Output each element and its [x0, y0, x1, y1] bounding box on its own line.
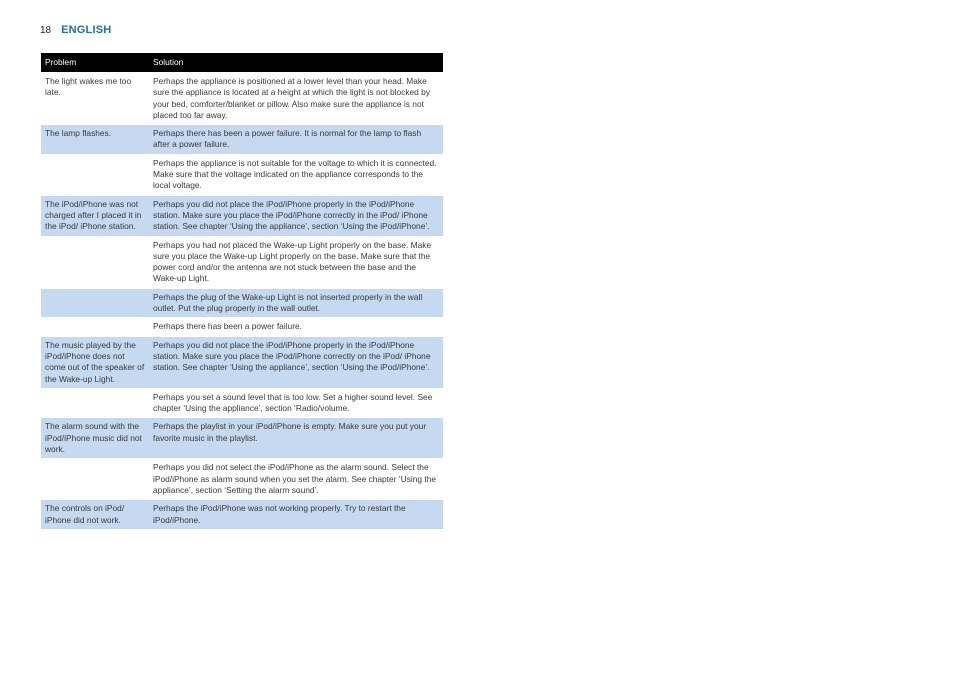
problem-cell [41, 318, 149, 335]
table-row [41, 418, 443, 459]
problem-cell: The light wakes me too late. [45, 76, 132, 98]
solution-cell: Perhaps you set a sound level that is too low. Set a higher sound level. See chapter ‘Using the appliance’, section ‘Radio/volume. [153, 391, 433, 414]
table-row [41, 73, 443, 125]
table-row [41, 337, 443, 389]
solution-cell: Perhaps you did not select the iPod/iPhone as the alarm sound. Select the iPod/iPhone as alarm sound when you set the alarm. See chapter ‘Using the appliance’, section ‘Setting the alarm sound’. [153, 462, 437, 495]
solution-cell: Perhaps the appliance is positioned at a lower level than your head. Make sure the appliance is located at a height at which the light is not blocked by your bed, comforter/blanket or pillow. Also make sure the appliance is not placed too far away. [153, 76, 431, 120]
solution-cell: Perhaps the appliance is not suitable for the voltage to which it is connected. Make sure that the voltage indicated on the appliance corresponds to the local voltage. [153, 157, 437, 191]
column-header-solution: Solution [153, 56, 184, 67]
column-header-problem: Problem [45, 56, 77, 67]
page-header [40, 24, 111, 36]
troubleshooting-table [41, 53, 443, 530]
solution-cell: Perhaps the playlist in your iPod/iPhone is empty. Make sure you put your favorite music in the playlist. [153, 421, 427, 443]
table-row [41, 389, 443, 419]
table-row [41, 318, 443, 336]
table-row [41, 155, 443, 196]
table-row [41, 125, 443, 155]
table-row [41, 196, 443, 237]
solution-cell: Perhaps the plug of the Wake-up Light is not inserted properly in the wall outlet. Put the plug properly in the wall outlet. [153, 291, 423, 314]
solution-cell: Perhaps you did not place the iPod/iPhone properly in the iPod/iPhone station. Make sure you place the iPod/iPhone correctly on the iPod/ iPhone station. See chapter ‘Using the appliance’, section ‘Using the iPod/iPhone’. [153, 339, 431, 373]
problem-cell: The alarm sound with the iPod/iPhone music did not work. [45, 421, 142, 455]
solution-cell: Perhaps there has been a power failure. [153, 321, 302, 332]
solution-cell: Perhaps there has been a power failure. It is normal for the lamp to flash after a power failure. [153, 128, 422, 150]
problem-cell [41, 389, 149, 418]
table-header-row [41, 53, 443, 73]
problem-cell: The lamp flashes. [45, 128, 112, 139]
problem-cell: The music played by the iPod/iPhone does not come out of the speaker of the Wake-up Light. [45, 339, 145, 384]
problem-cell [41, 289, 149, 318]
table-row [41, 459, 443, 500]
solution-cell: Perhaps the iPod/iPhone was not working properly. Try to restart the iPod/iPhone. [153, 503, 406, 525]
problem-cell: The iPod/iPhone was not charged after I placed it in the iPod/ iPhone station. [45, 198, 142, 232]
table-row [41, 237, 443, 289]
table-row [41, 500, 443, 530]
table-row [41, 289, 443, 319]
solution-cell: Perhaps you did not place the iPod/iPhone properly in the iPod/iPhone station. Make sure you place the iPod/iPhone correctly in the iPod/ iPhone station. See chapter ‘Using the appliance’, section ‘Using the iPod/iPhone’. [153, 198, 430, 232]
problem-cell [41, 459, 149, 499]
page-number: 18 [40, 25, 52, 36]
section-title: ENGLISH [61, 24, 112, 36]
solution-cell: Perhaps you had not placed the Wake-up Light properly on the base. Make sure you place the Wake-up Light properly on the base. Make sure that the power cord and/or the antenna are not stuck between the base and the Wake-up Light. [153, 239, 432, 284]
problem-cell [41, 237, 149, 288]
problem-cell: The controls on iPod/ iPhone did not work. [45, 503, 125, 525]
problem-cell [41, 155, 149, 195]
